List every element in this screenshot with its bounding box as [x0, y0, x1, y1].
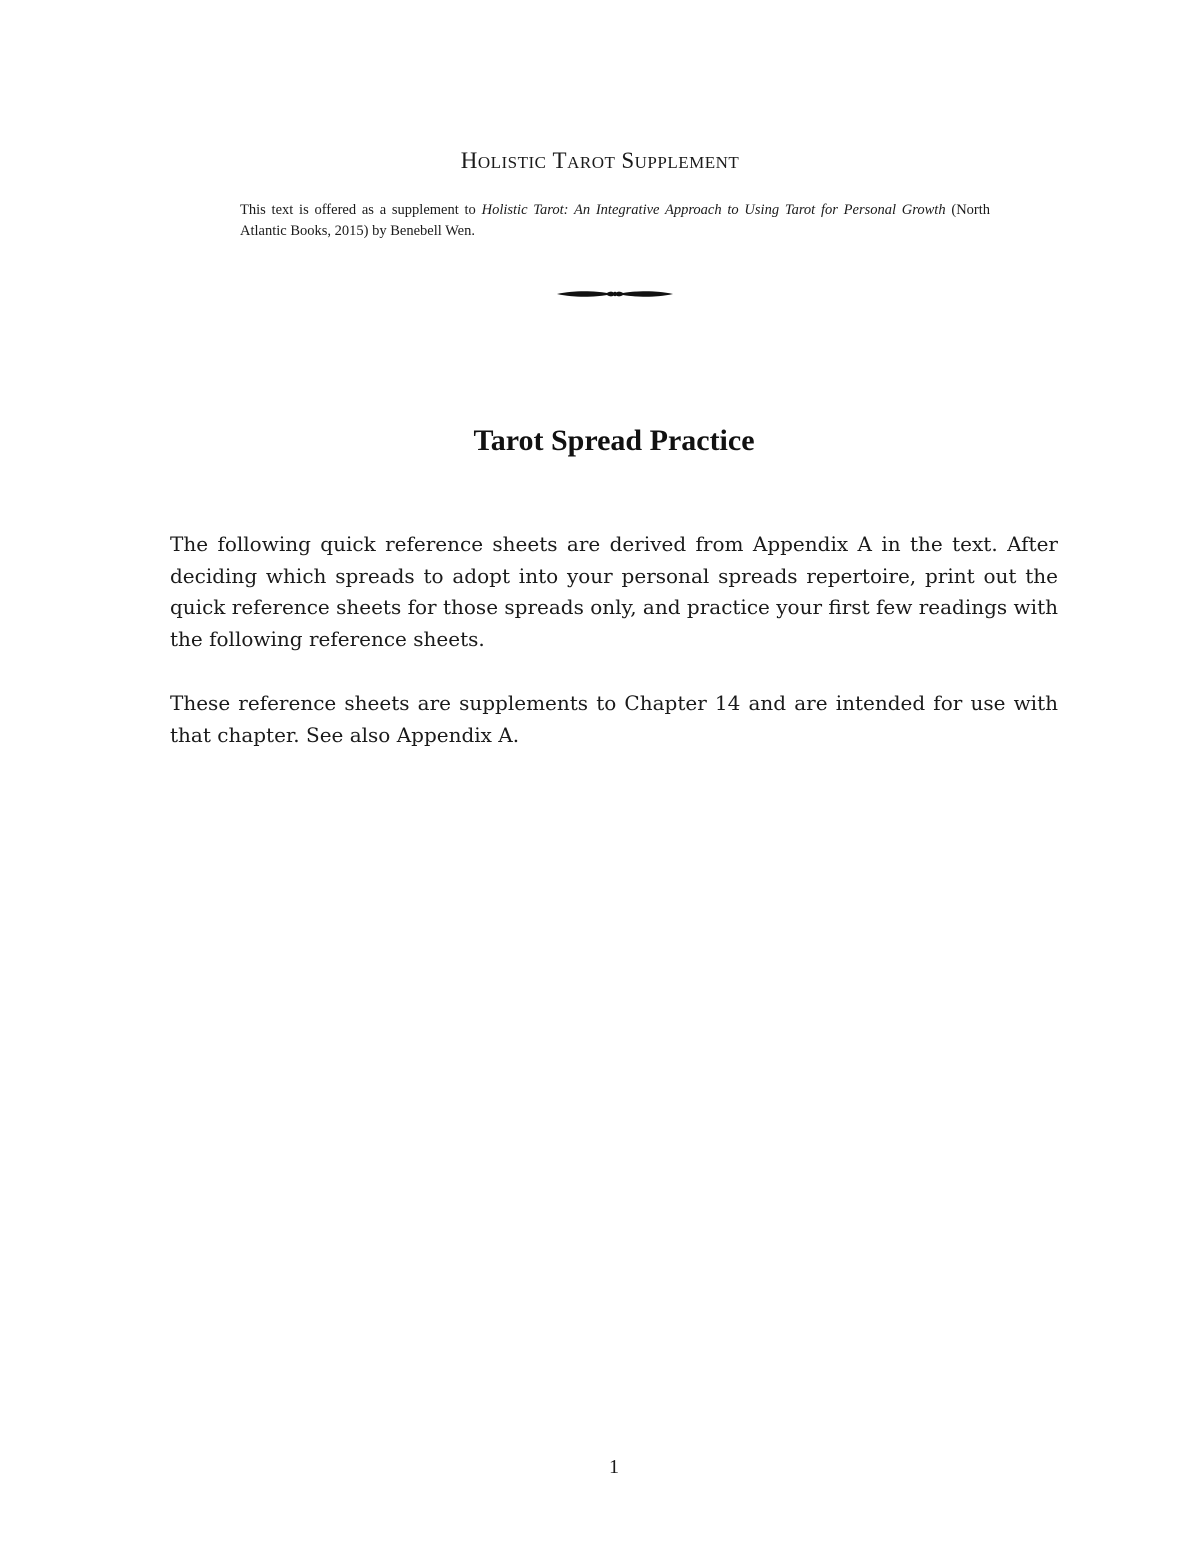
running-head-initial: H: [460, 148, 478, 173]
running-head-smallcaps: OLISTIC: [477, 153, 547, 172]
body-paragraph: These reference sheets are supplements to Chapter 14 and are intended for use with that chapter. See also Appendix A.: [170, 691, 1058, 747]
supplement-note: [240, 200, 990, 242]
running-head-initial: T: [552, 148, 568, 173]
flourish-divider-icon: [555, 286, 675, 302]
running-head: [0, 148, 1200, 174]
page-title: Tarot Spread Practice: [473, 424, 755, 457]
running-head-smallcaps: AROT: [567, 153, 616, 172]
running-head-initial: S: [621, 148, 635, 173]
body-paragraph: The following quick reference sheets are derived from Appendix A in the text. After deciding which spreads to adopt into your personal spreads repertoire, print out the quick reference sheets for those spreads only, and practice your first few readings with the following reference sheets.: [170, 532, 1058, 651]
page-number: 1: [609, 1456, 619, 1478]
note-tail: (North Atlantic Books, 2015) by Benebell Wen.: [240, 202, 991, 239]
book-title: Holistic Tarot: An Integrative Approach to Using Tarot for Personal Growth: [481, 202, 946, 218]
running-head-smallcaps: UPPLEMENT: [634, 153, 740, 172]
note-lead: This text is offered as a supplement to: [240, 202, 476, 218]
